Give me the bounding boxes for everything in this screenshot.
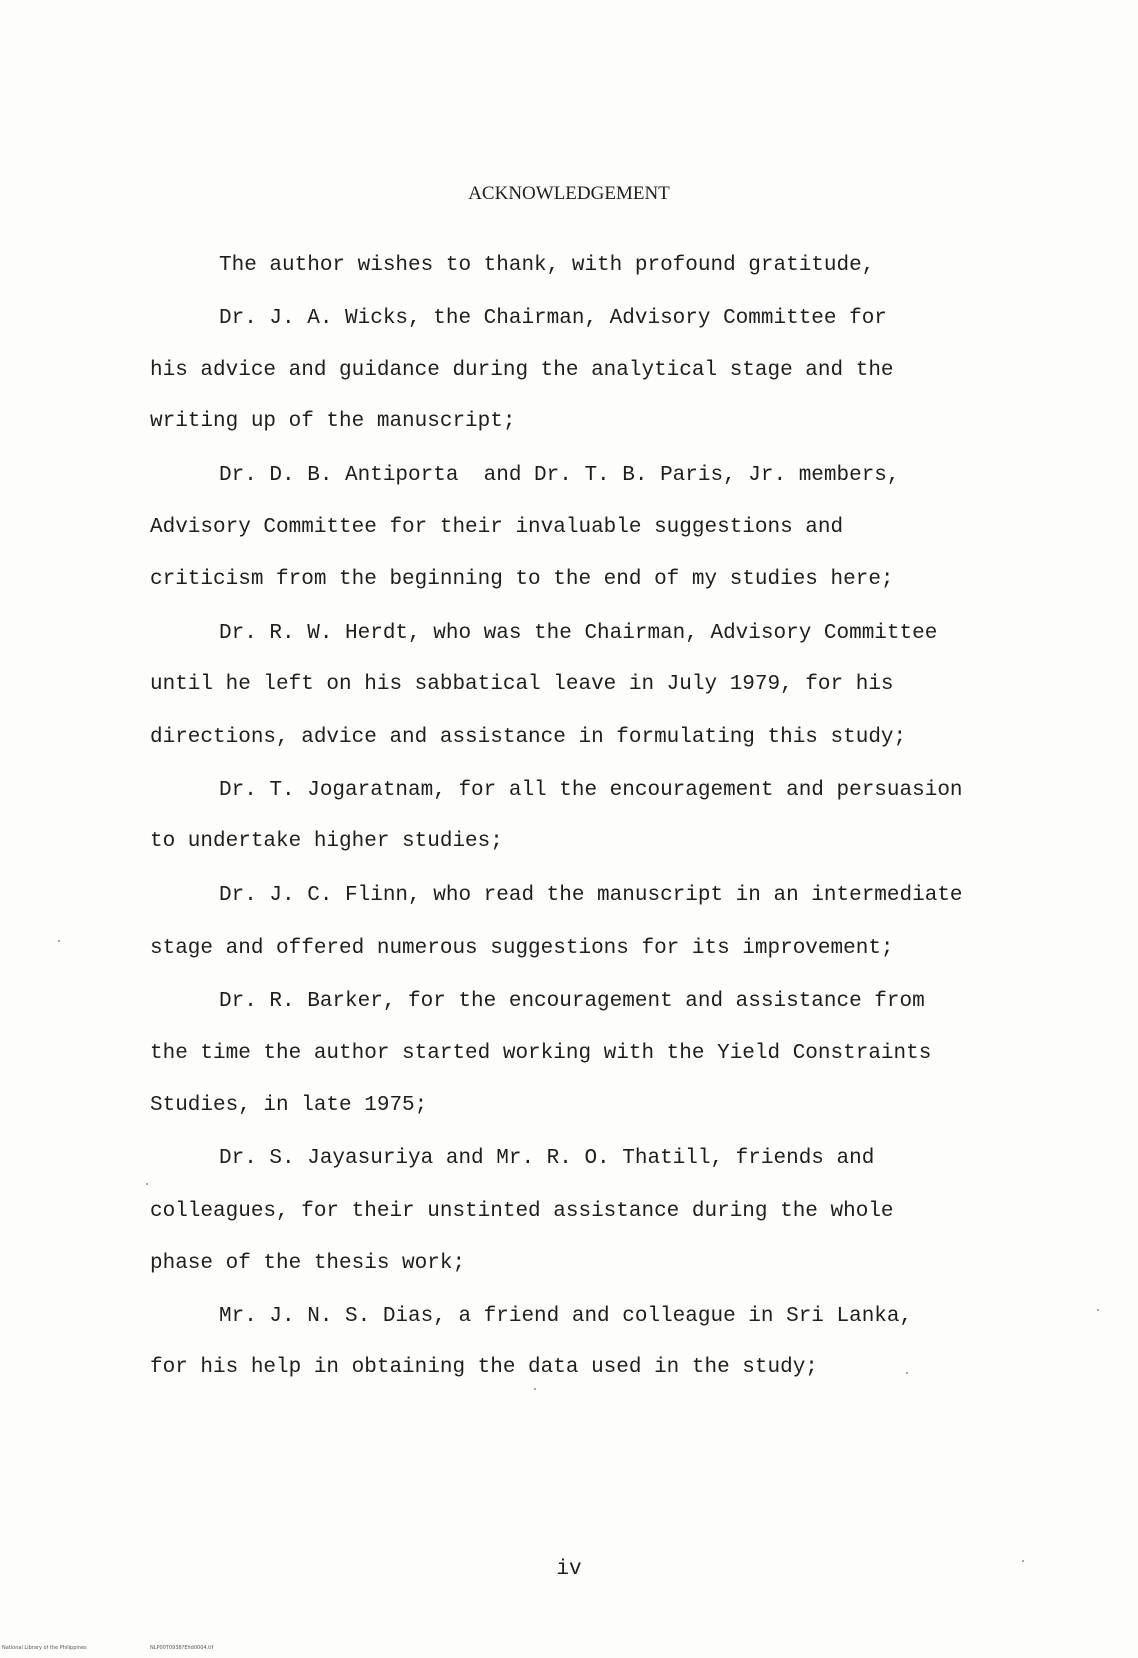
- text-line: Dr. J. C. Flinn, who read the manuscript in an intermediate: [219, 884, 963, 907]
- scan-speck: [1097, 1309, 1099, 1311]
- text-line: colleagues, for their unstinted assistance during the whole: [150, 1200, 894, 1223]
- scan-speck: [534, 1388, 536, 1390]
- text-line: stage and offered numerous suggestions for its improvement;: [150, 937, 894, 960]
- page-number: iv: [556, 1558, 582, 1581]
- text-line: Dr. J. A. Wicks, the Chairman, Advisory Committee for: [219, 307, 887, 330]
- text-line: until he left on his sabbatical leave in July 1979, for his: [150, 673, 894, 696]
- text-line: the time the author started working with the Yield Constraints: [150, 1042, 932, 1065]
- scan-speck: [906, 1372, 908, 1374]
- page-title: ACKNOWLEDGEMENT: [468, 183, 670, 204]
- scan-speck: [58, 940, 60, 942]
- text-line: writing up of the manuscript;: [150, 410, 516, 433]
- text-line: Dr. S. Jayasuriya and Mr. R. O. Thatill, friends and: [219, 1147, 875, 1170]
- scan-speck: [1022, 1560, 1024, 1562]
- text-line: to undertake higher studies;: [150, 830, 503, 853]
- text-line: his advice and guidance during the analytical stage and the: [150, 359, 894, 382]
- text-line: Dr. R. Barker, for the encouragement and assistance from: [219, 990, 925, 1013]
- text-line: Dr. R. W. Herdt, who was the Chairman, Advisory Committee: [219, 622, 938, 645]
- file-label: NLP00T0938?Ehd0004.tif: [150, 1645, 214, 1651]
- scan-speck: [146, 1183, 148, 1185]
- text-line: directions, advice and assistance in formulating this study;: [150, 726, 907, 749]
- text-line: criticism from the beginning to the end of my studies here;: [150, 568, 894, 591]
- text-line: Dr. D. B. Antiporta and Dr. T. B. Paris, Jr. members,: [219, 464, 900, 487]
- text-line: Advisory Committee for their invaluable suggestions and: [150, 516, 844, 539]
- library-watermark: National Library of the Philippines: [2, 1645, 87, 1651]
- text-line: Dr. T. Jogaratnam, for all the encouragement and persuasion: [219, 779, 963, 802]
- text-line: for his help in obtaining the data used in the study;: [150, 1356, 818, 1379]
- text-line: Studies, in late 1975;: [150, 1094, 428, 1117]
- text-line: Mr. J. N. S. Dias, a friend and colleague in Sri Lanka,: [219, 1305, 913, 1328]
- text-line: The author wishes to thank, with profound gratitude,: [219, 254, 875, 277]
- text-line: phase of the thesis work;: [150, 1252, 466, 1275]
